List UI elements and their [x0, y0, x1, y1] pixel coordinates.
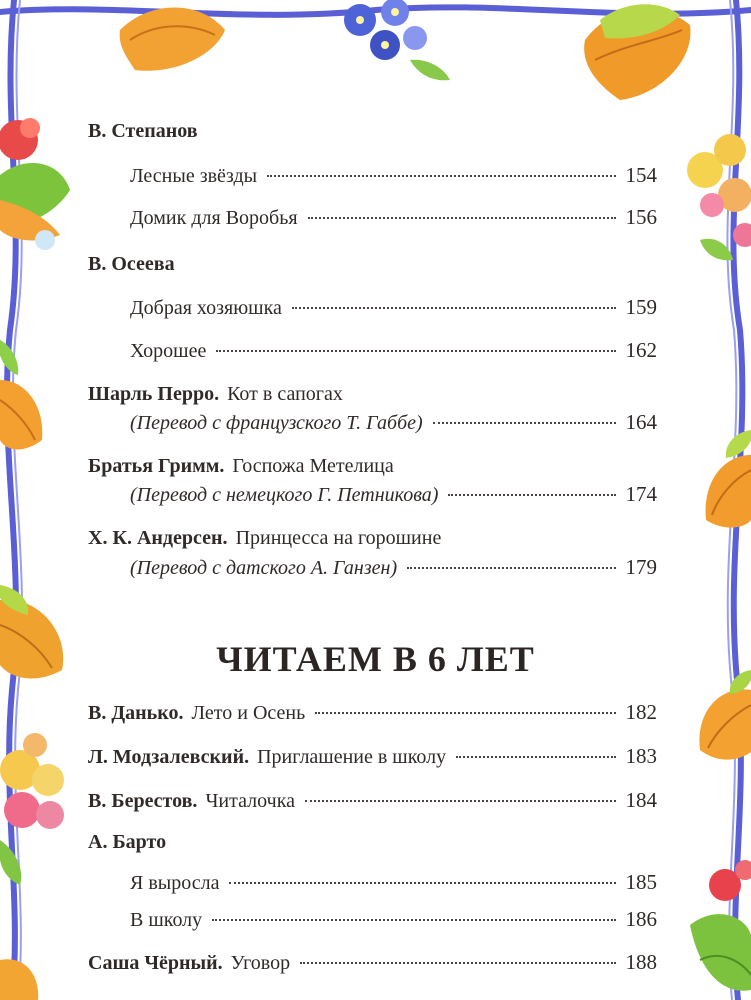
entry-title: Лето и Осень: [191, 702, 306, 724]
toc-author-stepanov: [88, 120, 663, 152]
entry-title: Кот в сапогах: [227, 383, 343, 405]
toc-entry: [130, 907, 657, 939]
dot-leader: [300, 962, 615, 964]
dot-leader: [292, 307, 616, 309]
entry-title: Приглашение в школу: [257, 746, 447, 768]
dot-leader: [433, 422, 616, 424]
page-number: 164: [625, 410, 657, 434]
toc-entry: [130, 338, 657, 370]
section-heading: ЧИТАЕМ В 6 ЛЕТ: [216, 639, 535, 679]
page-number: 159: [625, 295, 657, 319]
author-name: Х. К. Андерсен.: [88, 527, 228, 549]
dot-leader: [212, 919, 615, 921]
author-name: В. Данько.: [88, 702, 184, 724]
entry-title: Госпожа Метелица: [232, 455, 394, 477]
toc-entry: [130, 870, 657, 902]
author-name: В. Степанов: [88, 120, 198, 142]
dot-leader: [305, 800, 616, 802]
entry-title: Лесные звёзды: [130, 165, 258, 187]
translation-note: (Перевод с немецкого Г. Петникова): [130, 484, 439, 506]
translation-note: (Перевод с датского А. Ганзен): [130, 557, 398, 579]
dot-leader: [407, 567, 615, 569]
toc-entry: [88, 788, 657, 820]
entry-title: Хорошее: [130, 340, 207, 362]
page-number: 156: [625, 205, 657, 229]
page-number: 174: [625, 482, 657, 506]
entry-title: В школу: [130, 909, 203, 931]
toc-entry: [88, 700, 657, 732]
author-name: В. Осеева: [88, 253, 175, 275]
page-number: 184: [625, 788, 657, 812]
page-number: 162: [625, 338, 657, 362]
toc-author-oseeva: [88, 253, 663, 285]
toc-author-barto: [88, 831, 663, 863]
author-name: Саша Чёрный.: [88, 952, 223, 974]
toc-translation-line: [130, 555, 657, 587]
translation-note: (Перевод с французского Т. Габбе): [130, 412, 423, 434]
entry-title: Читалочка: [205, 790, 295, 812]
toc-entry: [130, 205, 657, 237]
toc-translation-line: [130, 410, 657, 442]
page-number: 183: [625, 744, 657, 768]
toc-entry: [130, 163, 657, 195]
entry-title: Принцесса на горошине: [235, 527, 442, 549]
toc-translation-line: [130, 482, 657, 514]
toc-entry: [130, 295, 657, 327]
page-number: 154: [625, 163, 657, 187]
author-name: В. Берестов.: [88, 790, 198, 812]
toc-entry: [88, 744, 657, 776]
entry-title: Домик для Воробья: [130, 207, 298, 229]
dot-leader: [216, 350, 615, 352]
author-name: Л. Модзалевский.: [88, 746, 250, 768]
toc-entry: [88, 950, 657, 982]
entry-title: Уговор: [230, 952, 291, 974]
dot-leader: [448, 494, 615, 496]
page-number: 185: [625, 870, 657, 894]
dot-leader: [308, 217, 616, 219]
dot-leader: [315, 712, 615, 714]
page-number: 182: [625, 700, 657, 724]
author-name: Братья Гримм.: [88, 455, 225, 477]
dot-leader: [229, 882, 615, 884]
dot-leader: [456, 756, 615, 758]
entry-title: Я выросла: [130, 872, 220, 894]
page-number: 179: [625, 555, 657, 579]
page-number: 188: [625, 950, 657, 974]
entry-title: Добрая хозяюшка: [130, 297, 282, 319]
page-number: 186: [625, 907, 657, 931]
dot-leader: [267, 175, 615, 177]
author-name: А. Барто: [88, 831, 167, 853]
author-name: Шарль Перро.: [88, 383, 220, 405]
